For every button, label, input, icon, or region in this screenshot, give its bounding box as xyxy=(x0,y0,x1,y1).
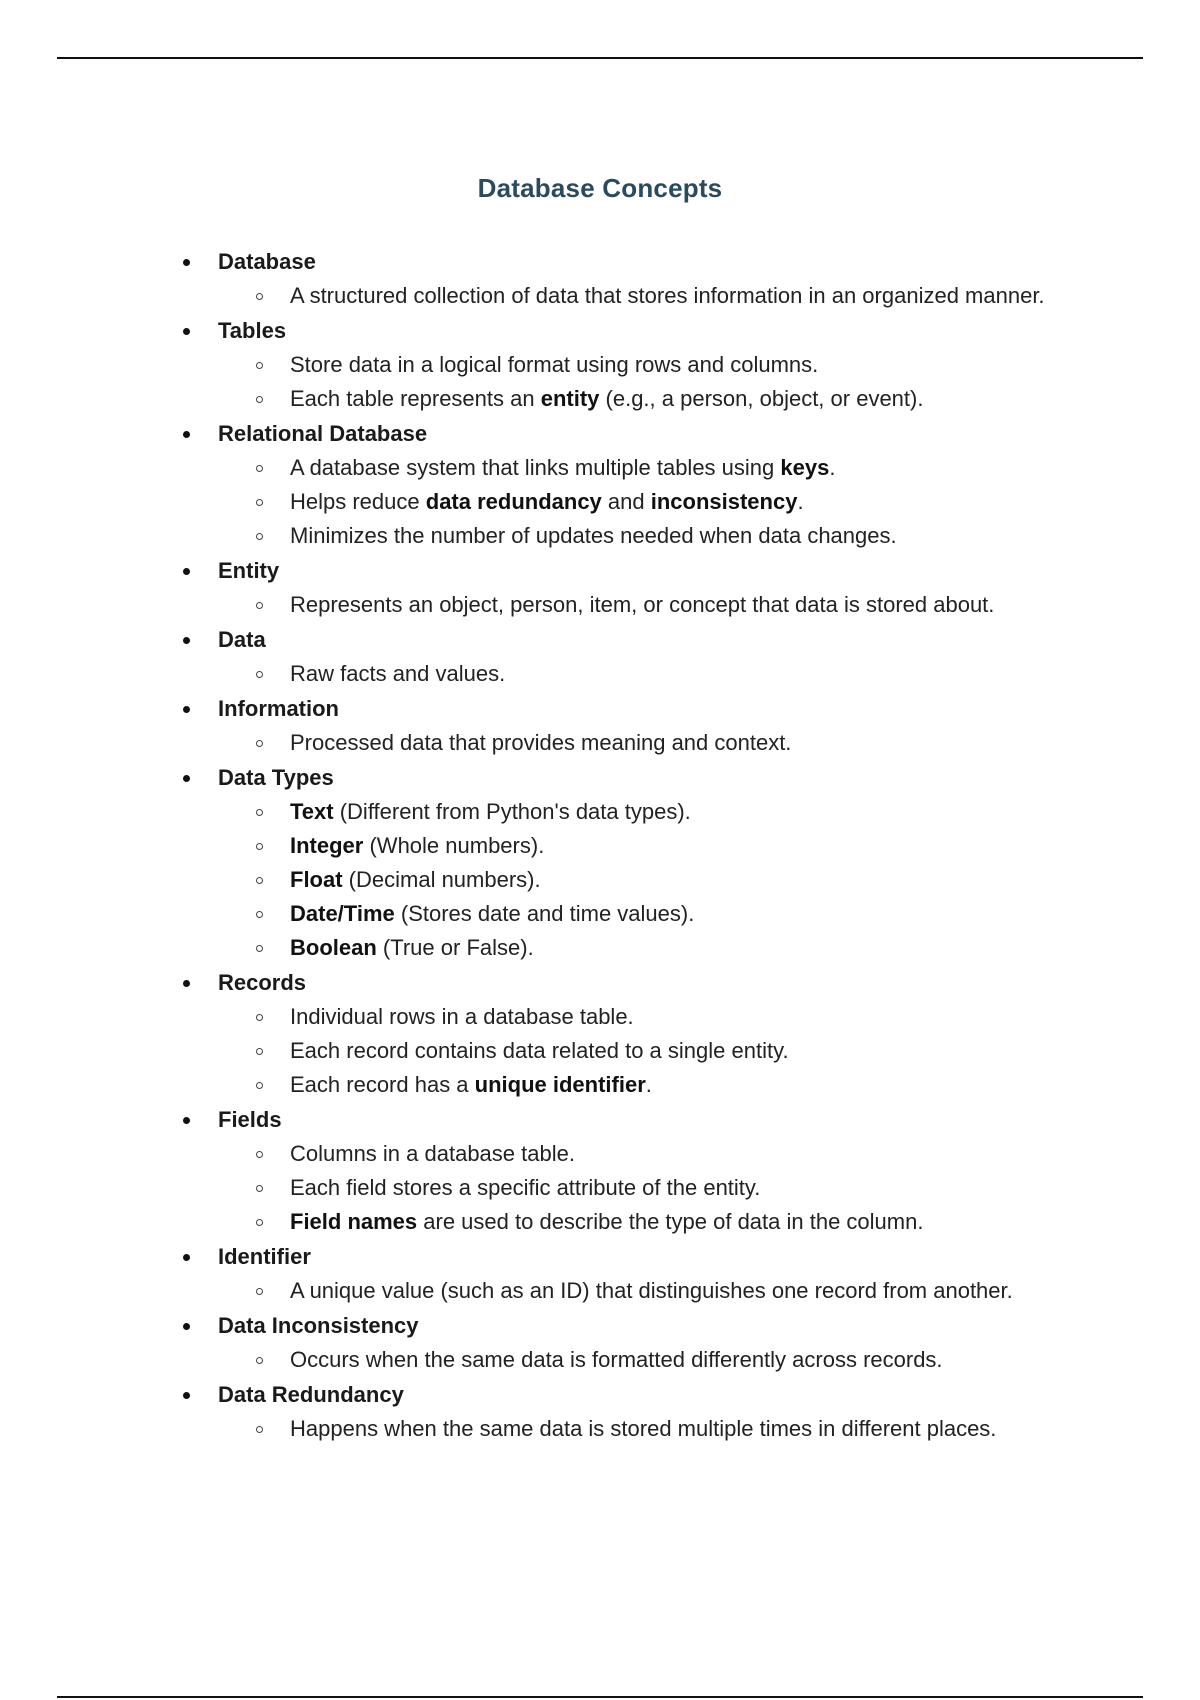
text-run: Columns in a database table. xyxy=(290,1141,575,1166)
text-run: Each field stores a specific attribute of the entity. xyxy=(290,1175,761,1200)
definition-text xyxy=(290,897,1070,931)
hollow-bullet-icon xyxy=(256,1288,263,1295)
term-label: Database xyxy=(218,249,316,274)
hollow-bullet-icon xyxy=(256,362,263,369)
text-run: (Decimal numbers). xyxy=(342,867,541,892)
hollow-bullet-icon xyxy=(256,843,263,850)
bullet-icon xyxy=(183,259,190,266)
term-label: Identifier xyxy=(218,1244,311,1269)
text-run: are used to describe the type of data in the column. xyxy=(417,1209,924,1234)
list-item-term xyxy=(0,1377,1200,1412)
term-label: Data xyxy=(218,627,266,652)
bold-keyword: Float xyxy=(290,867,343,892)
bold-keyword: unique identifier xyxy=(474,1072,646,1097)
definition-text xyxy=(290,451,1070,485)
list-item-definition xyxy=(0,1412,1200,1446)
hollow-bullet-icon xyxy=(256,877,263,884)
bold-keyword: Text xyxy=(290,799,334,824)
page-title: Database Concepts xyxy=(477,173,723,203)
concept-list xyxy=(0,244,1200,1446)
term-label: Data Inconsistency xyxy=(218,1313,419,1338)
definition-text xyxy=(290,726,1070,760)
hollow-bullet-icon xyxy=(256,1185,263,1192)
list-item-definition xyxy=(0,1137,1200,1171)
text-run: Helps reduce xyxy=(290,489,426,514)
text-run: (Different from Python's data types). xyxy=(333,799,691,824)
bullet-icon xyxy=(183,568,190,575)
list-item-term xyxy=(0,965,1200,1000)
hollow-bullet-icon xyxy=(256,465,263,472)
list-item-definition xyxy=(0,451,1200,485)
hollow-bullet-icon xyxy=(256,1082,263,1089)
text-run: and xyxy=(601,489,651,514)
text-run: (Stores date and time values). xyxy=(394,901,695,926)
definition-text xyxy=(290,1274,1070,1308)
hollow-bullet-icon xyxy=(256,1357,263,1364)
definition-text xyxy=(290,931,1070,965)
term-label: Data Redundancy xyxy=(218,1382,404,1407)
hollow-bullet-icon xyxy=(256,1426,263,1433)
hollow-bullet-icon xyxy=(256,1014,263,1021)
list-item-definition xyxy=(0,1171,1200,1205)
list-item-definition xyxy=(0,382,1200,416)
hollow-bullet-icon xyxy=(256,945,263,952)
hollow-bullet-icon xyxy=(256,1151,263,1158)
bullet-icon xyxy=(183,431,190,438)
definition-text xyxy=(290,348,1070,382)
text-run: Store data in a logical format using rows and columns. xyxy=(290,352,819,377)
list-item-definition xyxy=(0,829,1200,863)
definition-text xyxy=(290,1137,1070,1171)
hollow-bullet-icon xyxy=(256,1219,263,1226)
list-item-term xyxy=(0,691,1200,726)
hollow-bullet-icon xyxy=(256,396,263,403)
text-run: A structured collection of data that stores information in an organized manner. xyxy=(290,283,1045,308)
definition-text xyxy=(290,588,1070,622)
text-run: Happens when the same data is stored multiple times in different places. xyxy=(290,1416,997,1441)
bullet-icon xyxy=(183,980,190,987)
bold-keyword: entity xyxy=(540,386,600,411)
definition-text xyxy=(290,1068,1070,1102)
list-item-definition xyxy=(0,1205,1200,1239)
list-item-definition xyxy=(0,1068,1200,1102)
definition-text xyxy=(290,1205,1070,1239)
definition-text xyxy=(290,829,1070,863)
list-item-term xyxy=(0,313,1200,348)
list-item-definition xyxy=(0,1274,1200,1308)
header-rule xyxy=(57,57,1143,59)
term-label: Fields xyxy=(218,1107,282,1132)
bold-keyword: Date/Time xyxy=(290,901,395,926)
definition-text xyxy=(290,279,1070,313)
definition-text xyxy=(290,1000,1070,1034)
bullet-icon xyxy=(183,1323,190,1330)
term-label: Data Types xyxy=(218,765,334,790)
list-item-term xyxy=(0,1102,1200,1137)
bold-keyword: Field names xyxy=(290,1209,418,1234)
text-run: Processed data that provides meaning and context. xyxy=(290,730,792,755)
list-item-definition xyxy=(0,795,1200,829)
text-run: Represents an object, person, item, or concept that data is stored about. xyxy=(290,592,995,617)
bullet-icon xyxy=(183,1117,190,1124)
bold-keyword: inconsistency xyxy=(650,489,798,514)
list-item-term xyxy=(0,244,1200,279)
text-run: Each record has a xyxy=(290,1072,475,1097)
text-run: Each table represents an xyxy=(290,386,541,411)
footer-rule xyxy=(57,1696,1143,1698)
list-item-definition xyxy=(0,863,1200,897)
list-item-definition xyxy=(0,931,1200,965)
list-item-definition xyxy=(0,657,1200,691)
hollow-bullet-icon xyxy=(256,671,263,678)
bullet-icon xyxy=(183,1392,190,1399)
term-label: Relational Database xyxy=(218,421,428,446)
definition-text xyxy=(290,1171,1070,1205)
bold-keyword: Boolean xyxy=(290,935,377,960)
text-run: Occurs when the same data is formatted differently across records. xyxy=(290,1347,943,1372)
definition-text xyxy=(290,795,1070,829)
hollow-bullet-icon xyxy=(256,293,263,300)
list-item-definition xyxy=(0,279,1200,313)
text-run: (True or False). xyxy=(376,935,534,960)
list-item-term xyxy=(0,760,1200,795)
list-item-term xyxy=(0,622,1200,657)
bullet-icon xyxy=(183,637,190,644)
text-run: A unique value (such as an ID) that distinguishes one record from another. xyxy=(290,1278,1013,1303)
definition-text xyxy=(290,382,1070,416)
term-label: Entity xyxy=(218,558,280,583)
list-item-definition xyxy=(0,1343,1200,1377)
hollow-bullet-icon xyxy=(256,740,263,747)
bold-keyword: data redundancy xyxy=(425,489,602,514)
list-item-definition xyxy=(0,1034,1200,1068)
text-run: . xyxy=(797,489,804,514)
list-item-term xyxy=(0,553,1200,588)
definition-text xyxy=(290,657,1070,691)
bold-keyword: keys xyxy=(780,455,830,480)
bullet-icon xyxy=(183,1254,190,1261)
list-item-definition xyxy=(0,1000,1200,1034)
list-item-term xyxy=(0,416,1200,451)
list-item-definition xyxy=(0,897,1200,931)
term-label: Records xyxy=(218,970,307,995)
definition-text xyxy=(290,519,1070,553)
hollow-bullet-icon xyxy=(256,602,263,609)
text-run: (Whole numbers). xyxy=(363,833,545,858)
list-item-term xyxy=(0,1239,1200,1274)
term-label: Information xyxy=(218,696,339,721)
bullet-icon xyxy=(183,706,190,713)
definition-text xyxy=(290,1412,1070,1446)
definition-text xyxy=(290,1343,1070,1377)
bullet-icon xyxy=(183,328,190,335)
term-label: Tables xyxy=(218,318,287,343)
list-item-definition xyxy=(0,726,1200,760)
hollow-bullet-icon xyxy=(256,911,263,918)
text-run: Individual rows in a database table. xyxy=(290,1004,634,1029)
text-run: (e.g., a person, object, or event). xyxy=(599,386,924,411)
hollow-bullet-icon xyxy=(256,809,263,816)
definition-text xyxy=(290,863,1070,897)
text-run: . xyxy=(645,1072,652,1097)
list-item-definition xyxy=(0,485,1200,519)
list-item-definition xyxy=(0,519,1200,553)
hollow-bullet-icon xyxy=(256,499,263,506)
hollow-bullet-icon xyxy=(256,533,263,540)
definition-text xyxy=(290,1034,1070,1068)
text-run: . xyxy=(829,455,836,480)
text-run: Minimizes the number of updates needed when data changes. xyxy=(290,523,897,548)
list-item-term xyxy=(0,1308,1200,1343)
definition-text xyxy=(290,485,1070,519)
hollow-bullet-icon xyxy=(256,1048,263,1055)
bold-keyword: Integer xyxy=(290,833,364,858)
list-item-definition xyxy=(0,588,1200,622)
text-run: Raw facts and values. xyxy=(290,661,506,686)
bullet-icon xyxy=(183,775,190,782)
text-run: Each record contains data related to a single entity. xyxy=(290,1038,789,1063)
list-item-definition xyxy=(0,348,1200,382)
text-run: A database system that links multiple tables using xyxy=(290,455,781,480)
